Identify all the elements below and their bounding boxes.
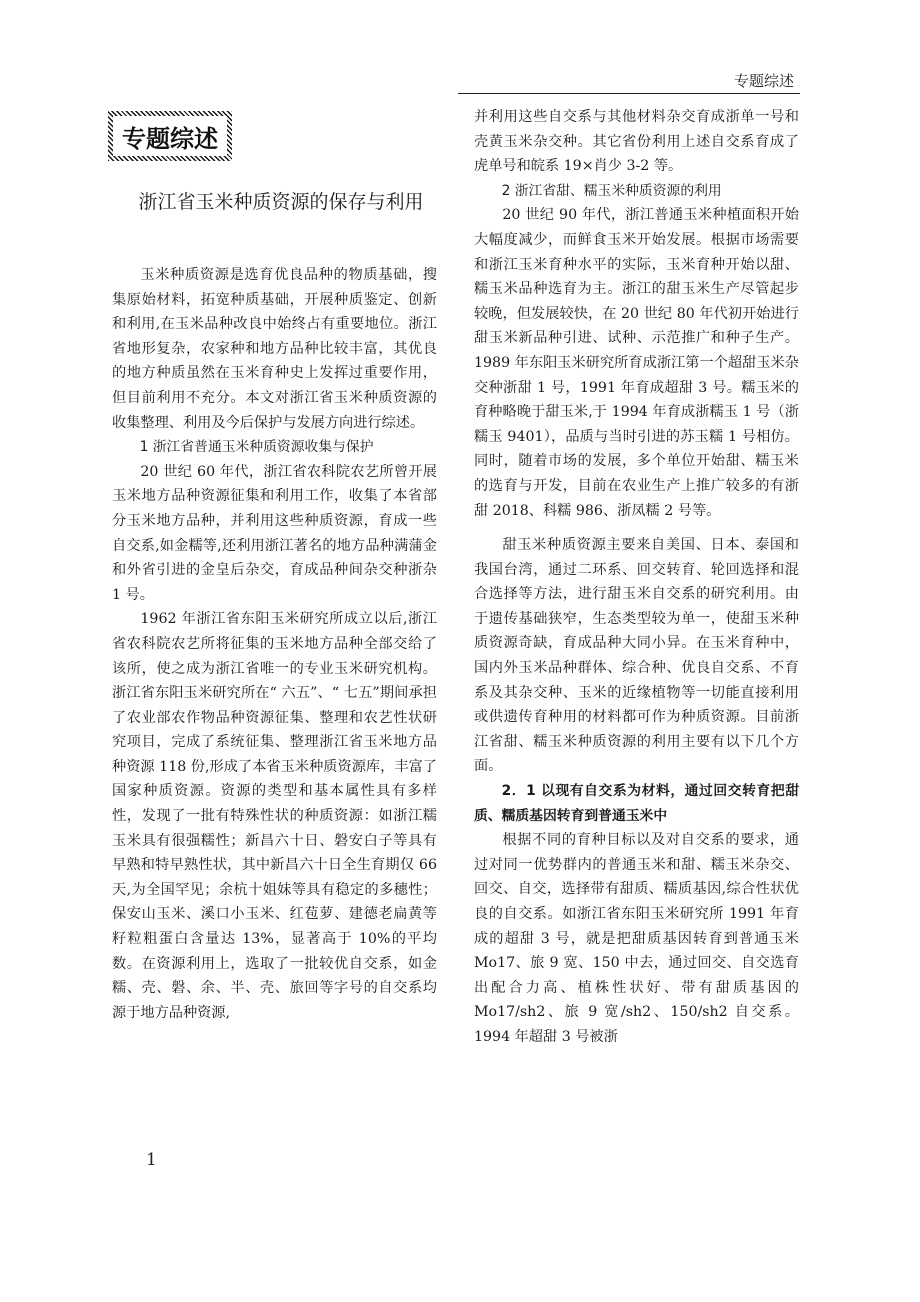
section-badge-text: 专题综述 [122,124,218,153]
intro-paragraph: 玉米种质资源是选育优良品种的物质基础，搜集原始材料，拓宽种质基础，开展种质鉴定、创新和利用,在玉米品种改良中始终占有重要地位。浙江省地形复杂，农家种和地方品种比较丰富，其优良的地方种质虽然在玉米育种史上发挥过重要作用，但目前利用不充分。本文对浙江省玉米种质资源的收集整理、利用及今后保护与发展方向进行综述。 [112,267,437,431]
section1-paragraph-2-continued: 并利用这些自交系与其他材料杂交育成浙单一号和壳黄玉米杂交种。其它省份利用上述自交系育成了虎单号和皖系 19×肖少 3-2 等。 [474,109,799,175]
left-column [112,263,437,1025]
section2-paragraph-2: 甜玉米种质资源主要来自美国、日本、泰国和我国台湾，通过二环系、回交转育、轮回选择和混合选择等方法，进行甜玉米自交系的研究利用。由于遗传基础狭窄，生态类型较为单一，使甜玉米种质资源奇缺，育成品种大同小异。在玉米育种中，国内外玉米品种群体、综合种、优良自交系、不育系及其杂交种、玉米的近缘植物等一切能直接利用或供遗传育种用的材料都可作为种质资源。目前浙江省甜、糯玉米种质资源的利用主要有以下几个方面。 [474,537,799,775]
section1-heading: 1 浙江省普通玉米种质资源收集与保护 [139,439,374,456]
right-column [474,105,799,1050]
section-badge [108,111,232,161]
section21-heading: 2．1 以现有自交系为材料，通过回交转育把甜质、糯质基因转育到普通玉米中 [474,783,799,824]
header-rule [458,93,800,94]
paragraph-gap [474,523,799,533]
section21-paragraph-1: 根据不同的育种目标以及对自交系的要求，通过对同一优势群内的普通玉米和甜、糯玉米杂交、回交、自交，选择带有甜质、糯质基因,综合性状优良的自交系。如浙江省东阳玉米研究所 1991 年育成的超甜 3 号，就是把甜质基因转育到普通玉米 Mo17、旅 9 宽、150 中去，通过回交、自交选育出配合力高、植株性状好、带有甜质基因的 Mo17/sh2、旅 9 宽/sh2、150/sh2 自交系。1994 年超甜 3 号被浙 [474,832,799,1045]
section2-paragraph-1: 20 世纪 90 年代，浙江普通玉米种植面积开始大幅度减少，而鲜食玉米开始发展。根据市场需要和浙江玉米育种水平的实际，玉米育种开始以甜、糯玉米品种选育为主。浙江的甜玉米生产尽管起步较晚，但发展较快，在 20 世纪 80 年代初开始进行甜玉米新品种引进、试种、示范推广和种子生产。1989 年东阳玉米研究所育成浙江第一个超甜玉米杂交种浙甜 1 号，1991 年育成超甜 3 号。糯玉米的育种略晚于甜玉米,于 1994 年育成浙糯玉 1 号（浙糯玉 9401），品质与当时引进的苏玉糯 1 号相仿。同时，随着市场的发展，多个单位开始甜、糯玉米的选育与开发，目前在农业生产上推广较多的有浙甜 2018、科糯 986、浙凤糯 2 号等。 [474,207,799,519]
section1-paragraph-2: 1962 年浙江省东阳玉米研究所成立以后,浙江省农科院农艺所将征集的玉米地方品种全部交给了该所，使之成为浙江省唯一的专业玉米研究机构。浙江省东阳玉米研究所在“ 六五”、“ 七五”期间承担了农业部农作物品种资源征集、整理和农艺性状研究项目，完成了系统征集、整理浙江省玉米地方品种资源 118 份,形成了本省玉米种质资源库，丰富了国家种质资源。资源的类型和基本属性具有多样性，发现了一批有特殊性状的种质资源：如浙江糯玉米具有很强糯性；新昌六十日、磐安白子等具有早熟和特早熟性状，其中新昌六十日全生育期仅 66 天,为全国罕见；余杭十姐妹等具有稳定的多穗性；保安山玉米、溪口小玉米、红苞萝、建德老扁黄等籽粒粗蛋白含量达 13%，显著高于 10%的平均数。在资源利用上，选取了一批较优自交系，如金糯、壳、磐、余、半、壳、旅回等字号的自交系均源于地方品种资源, [112,611,437,1021]
article-title: 浙江省玉米种质资源的保存与利用 [138,191,424,213]
section1-paragraph-1: 20 世纪 60 年代，浙江省农科院农艺所曾开展玉米地方品种资源征集和利用工作，收集了本省部分玉米地方品种，并利用这些种质资源，育成一些自交系,如金糯等,还利用浙江著名的地方品种满蒲金和外省引进的金皇后杂交，育成品种间杂交种浙杂 1 号。 [112,463,437,603]
header-section-label: 专题综述 [733,72,794,90]
page-number: 1 [146,1150,157,1170]
section2-heading: 2 浙江省甜、糯玉米种质资源的利用 [501,182,722,199]
